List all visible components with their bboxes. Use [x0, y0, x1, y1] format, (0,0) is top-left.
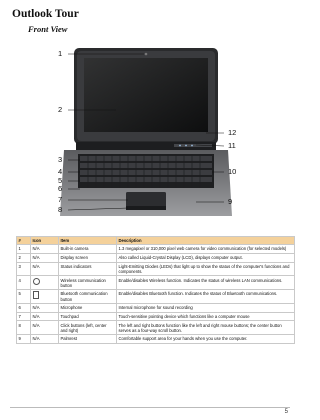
callout-9: 9 — [228, 197, 233, 206]
row-icon — [31, 276, 59, 290]
row-item: Bluetooth communication button — [59, 290, 117, 304]
row-num: 4 — [17, 276, 31, 290]
table-row — [17, 245, 295, 254]
callout-3: 3 — [58, 155, 63, 164]
row-item: Touchpad — [59, 312, 117, 321]
page-title: Outlook Tour — [12, 8, 79, 20]
row-item: Click buttons (left, center and right) — [59, 321, 117, 335]
callout-11: 11 — [228, 141, 236, 150]
row-description: Enable/disables Bluetooth function. Indicates the status of Bluetooth communications. — [117, 290, 295, 304]
row-num: 7 — [17, 312, 31, 321]
row-item: Display screen — [59, 253, 117, 262]
callout-6: 6 — [58, 184, 63, 193]
laptop-front-view-image — [56, 44, 236, 224]
row-item: Built-in camera — [59, 245, 117, 254]
bluetooth-icon — [33, 291, 39, 299]
callout-1: 1 — [58, 49, 63, 58]
table-header-row — [17, 237, 295, 245]
header-item: Item — [59, 237, 117, 245]
row-description: Touch-sensitive pointing device which functions like a computer mouse — [117, 312, 295, 321]
row-icon: N/A — [31, 262, 59, 276]
row-num: 5 — [17, 290, 31, 304]
row-description: 1.3 megapixel or 310,000 pixel web camera for video communication (for selected models) — [117, 245, 295, 254]
callout-7: 7 — [58, 195, 63, 204]
callout-5: 5 — [58, 176, 63, 185]
callout-2: 2 — [58, 105, 63, 114]
row-description: Comfortable support area for your hands when you use the computer. — [117, 335, 295, 344]
row-icon: N/A — [31, 245, 59, 254]
row-num: 8 — [17, 321, 31, 335]
table-row — [17, 304, 295, 313]
footer-divider — [10, 407, 290, 408]
row-icon: N/A — [31, 312, 59, 321]
row-description: Internal microphone for sound recording — [117, 304, 295, 313]
row-item: Wireless communication button — [59, 276, 117, 290]
row-num: 9 — [17, 335, 31, 344]
table-row — [17, 335, 295, 344]
row-icon — [31, 290, 59, 304]
row-description: Also called Liquid-Crystal Display (LCD), displays computer output. — [117, 253, 295, 262]
wireless-icon — [33, 278, 40, 285]
row-item: Microphone — [59, 304, 117, 313]
table-row — [17, 253, 295, 262]
header-description: Description — [117, 237, 295, 245]
table-row — [17, 276, 295, 290]
row-icon: N/A — [31, 321, 59, 335]
page-subtitle: Front View — [28, 24, 68, 34]
row-num: 3 — [17, 262, 31, 276]
row-description: Enable/disables Wireless function. Indicates the status of wireless LAN communications. — [117, 276, 295, 290]
front-view-table — [16, 236, 295, 344]
table-row — [17, 262, 295, 276]
header-num: # — [17, 237, 31, 245]
table-row — [17, 290, 295, 304]
callout-8: 8 — [58, 205, 63, 214]
row-num: 6 — [17, 304, 31, 313]
row-icon: N/A — [31, 253, 59, 262]
row-description: Light-Emitting Diodes (LEDs) that light up to show the status of the computer's functions and components. — [117, 262, 295, 276]
callout-4: 4 — [58, 167, 63, 176]
callout-12: 12 — [228, 128, 237, 137]
row-icon: N/A — [31, 304, 59, 313]
row-num: 2 — [17, 253, 31, 262]
row-icon: N/A — [31, 335, 59, 344]
row-item: Palmrest — [59, 335, 117, 344]
row-description: The left and right buttons function like the left and right mouse buttons; the center button serves as a four-way scroll button. — [117, 321, 295, 335]
callout-10: 10 — [228, 167, 237, 176]
table-row — [17, 312, 295, 321]
table-row — [17, 321, 295, 335]
row-item: Status indicators — [59, 262, 117, 276]
page-number: 5 — [284, 409, 288, 415]
row-num: 1 — [17, 245, 31, 254]
header-icon: Icon — [31, 237, 59, 245]
